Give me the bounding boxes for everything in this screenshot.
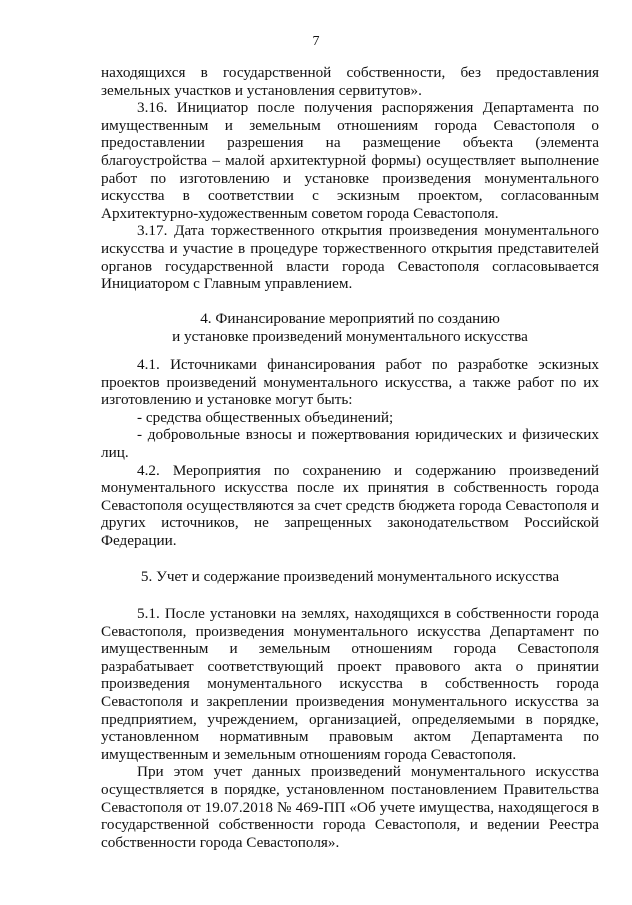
paragraph-3-16: 3.16. Инициатор после получения распоряжения Департамента по имущественным и земельным отношениям города Севастополя о предоставлении разрешения на размещение объекта (элемента благоустройства – малой архитектурной формы) осуществляет выполнение работ по изготовлению и установке произведения монументального искусства в соответствии с эскизным проектом, согласованным Архитектурно-художественным советом города Севастополя. xyxy=(101,99,599,222)
paragraph-4-1: 4.1. Источниками финансирования работ по разработке эскизных проектов произведений монументального искусства, а также работ по их изготовлению и установке могут быть: xyxy=(101,356,599,409)
page-number: 7 xyxy=(312,34,320,49)
paragraph-3-17: 3.17. Дата торжественного открытия произведения монументального искусства и участие в процедуре торжественного открытия представителей органов государственной власти города Севастополя согласовывается Инициатором с Главным управлением. xyxy=(101,222,599,293)
list-item-funding-1: - средства общественных объединений; xyxy=(137,408,394,426)
section-5-heading xyxy=(101,568,599,586)
section-4-heading-line-1: 4. Финансирование мероприятий по созданию xyxy=(200,310,500,327)
paragraph-5-1: 5.1. После установки на землях, находящихся в собственности города Севастополя, произведения монументального искусства Департамент по имущественным и земельным отношениям города Севастополя разрабатывает соответствующий проект правового акта о принятии произведения монументального искусства в собственность города Севастополя и закреплении произведения монументального искусства за предприятием, учреждением, организацией, определяемыми в порядке, установленном нормативным правовым актом Департамента по имущественным и земельным отношениям города Севастополя. xyxy=(101,605,599,763)
section-5-heading-text: 5. Учет и содержание произведений монументального искусства xyxy=(140,568,560,585)
section-4-heading-line-2: и установке произведений монументального искусства xyxy=(172,327,528,345)
section-5-body xyxy=(101,605,599,851)
section-4-body xyxy=(101,356,599,550)
paragraph-4-2: 4.2. Мероприятия по сохранению и содержанию произведений монументального искусства после их принятия в собственность города Севастополя осуществляются за счет средств бюджета города Севастополя и других источников, не запрещенных законодательством Российской Федерации. xyxy=(101,461,599,549)
paragraph-5-1-continuation: При этом учет данных произведений монументального искусства осуществляется в порядке, установленном постановлением Правительства Севастополя от 19.07.2018 № 469-ПП «Об учете имущества, находящегося в государственной собственности города Севастополя, и ведении Реестра собственности города Севастополя». xyxy=(101,763,599,851)
paragraph-continuation: находящихся в государственной собственности, без предоставления земельных участков и установления сервитутов». xyxy=(101,64,599,99)
top-text-block xyxy=(101,64,599,293)
section-4-heading xyxy=(101,310,599,345)
list-item-funding-2: - добровольные взносы и пожертвования юридических и физических лиц. xyxy=(101,426,599,461)
